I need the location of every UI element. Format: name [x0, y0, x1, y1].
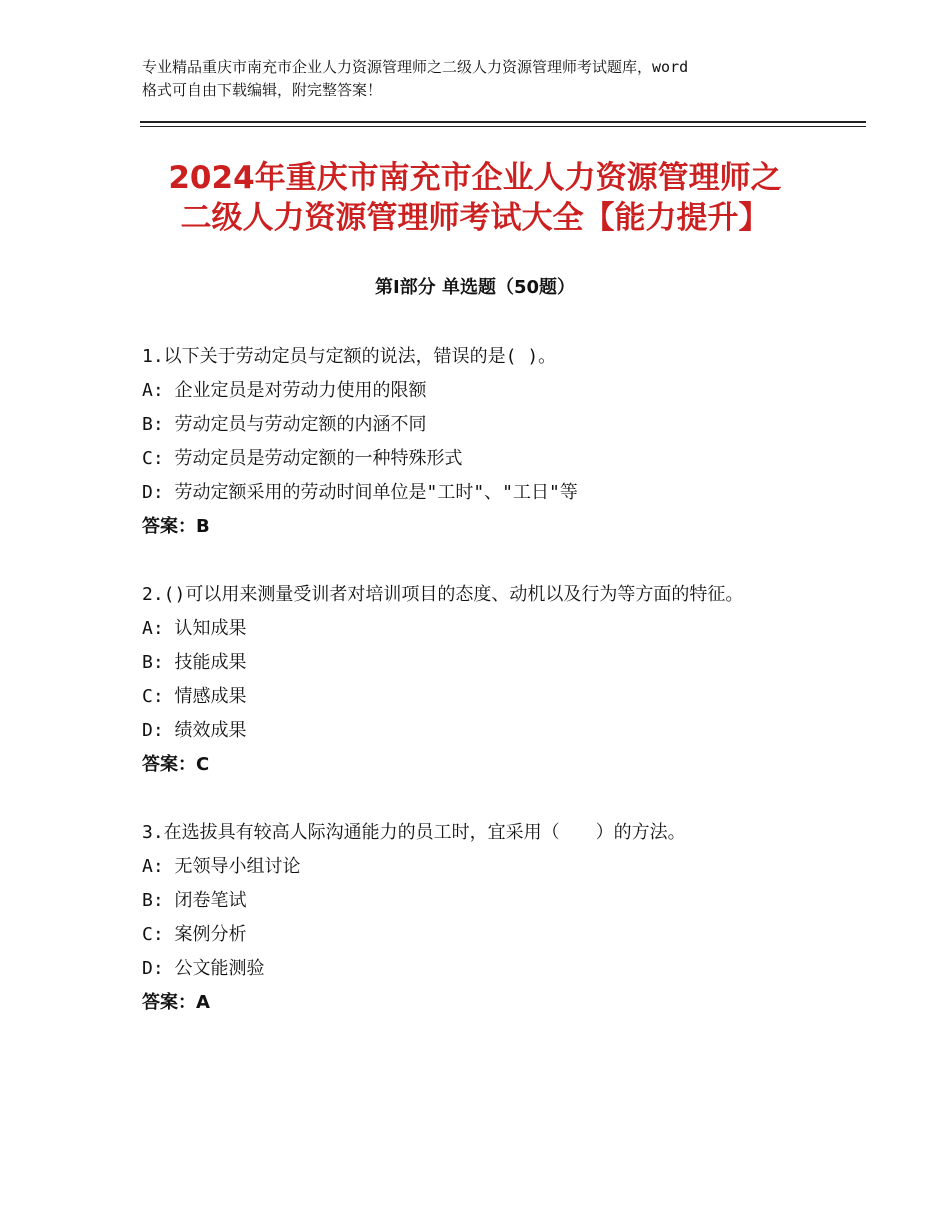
- header-divider-thin: [140, 126, 866, 127]
- option-b: B: 劳动定员与劳动定额的内涵不同: [142, 414, 427, 435]
- question-item: [142, 816, 822, 1020]
- option-a: A: 无领导小组讨论: [142, 856, 301, 877]
- answer-label: 答案：A: [142, 992, 210, 1013]
- option-b: B: 技能成果: [142, 652, 247, 673]
- option-d: D: 劳动定额采用的劳动时间单位是"工时"、"工日"等: [142, 482, 578, 503]
- option-a: A: 认知成果: [142, 618, 247, 639]
- document-title-line-1: 2024年重庆市南充市企业人力资源管理师之: [168, 160, 782, 196]
- document-title: [100, 158, 850, 238]
- answer-label: 答案：C: [142, 754, 210, 775]
- question-stem: 1.以下关于劳动定员与定额的说法，错误的是( )。: [142, 346, 557, 367]
- question-list: [142, 340, 822, 1054]
- header-divider-thick: [140, 121, 866, 123]
- section-heading: 第Ⅰ部分 单选题（50题）: [374, 277, 575, 298]
- question-item: [142, 340, 822, 544]
- document-title-line-2: 二级人力资源管理师考试大全【能力提升】: [180, 200, 770, 236]
- option-a: A: 企业定员是对劳动力使用的限额: [142, 380, 427, 401]
- option-d: D: 绩效成果: [142, 720, 247, 741]
- question-item: [142, 578, 822, 782]
- option-c: C: 案例分析: [142, 924, 247, 945]
- option-c: C: 情感成果: [142, 686, 247, 707]
- option-d: D: 公文能测验: [142, 958, 265, 979]
- header-note-line-1: 专业精品重庆市南充市企业人力资源管理师之二级人力资源管理师考试题库，word: [142, 58, 689, 76]
- question-stem: 3.在选拔具有较高人际沟通能力的员工时，宜采用（ ）的方法。: [142, 822, 686, 843]
- answer-label: 答案：B: [142, 516, 210, 537]
- option-c: C: 劳动定员是劳动定额的一种特殊形式: [142, 448, 463, 469]
- header-note-line-2: 格式可自由下载编辑，附完整答案！: [142, 81, 383, 99]
- header-note: [142, 56, 832, 102]
- question-stem: 2.()可以用来测量受训者对培训项目的态度、动机以及行为等方面的特征。: [142, 584, 744, 605]
- option-b: B: 闭卷笔试: [142, 890, 247, 911]
